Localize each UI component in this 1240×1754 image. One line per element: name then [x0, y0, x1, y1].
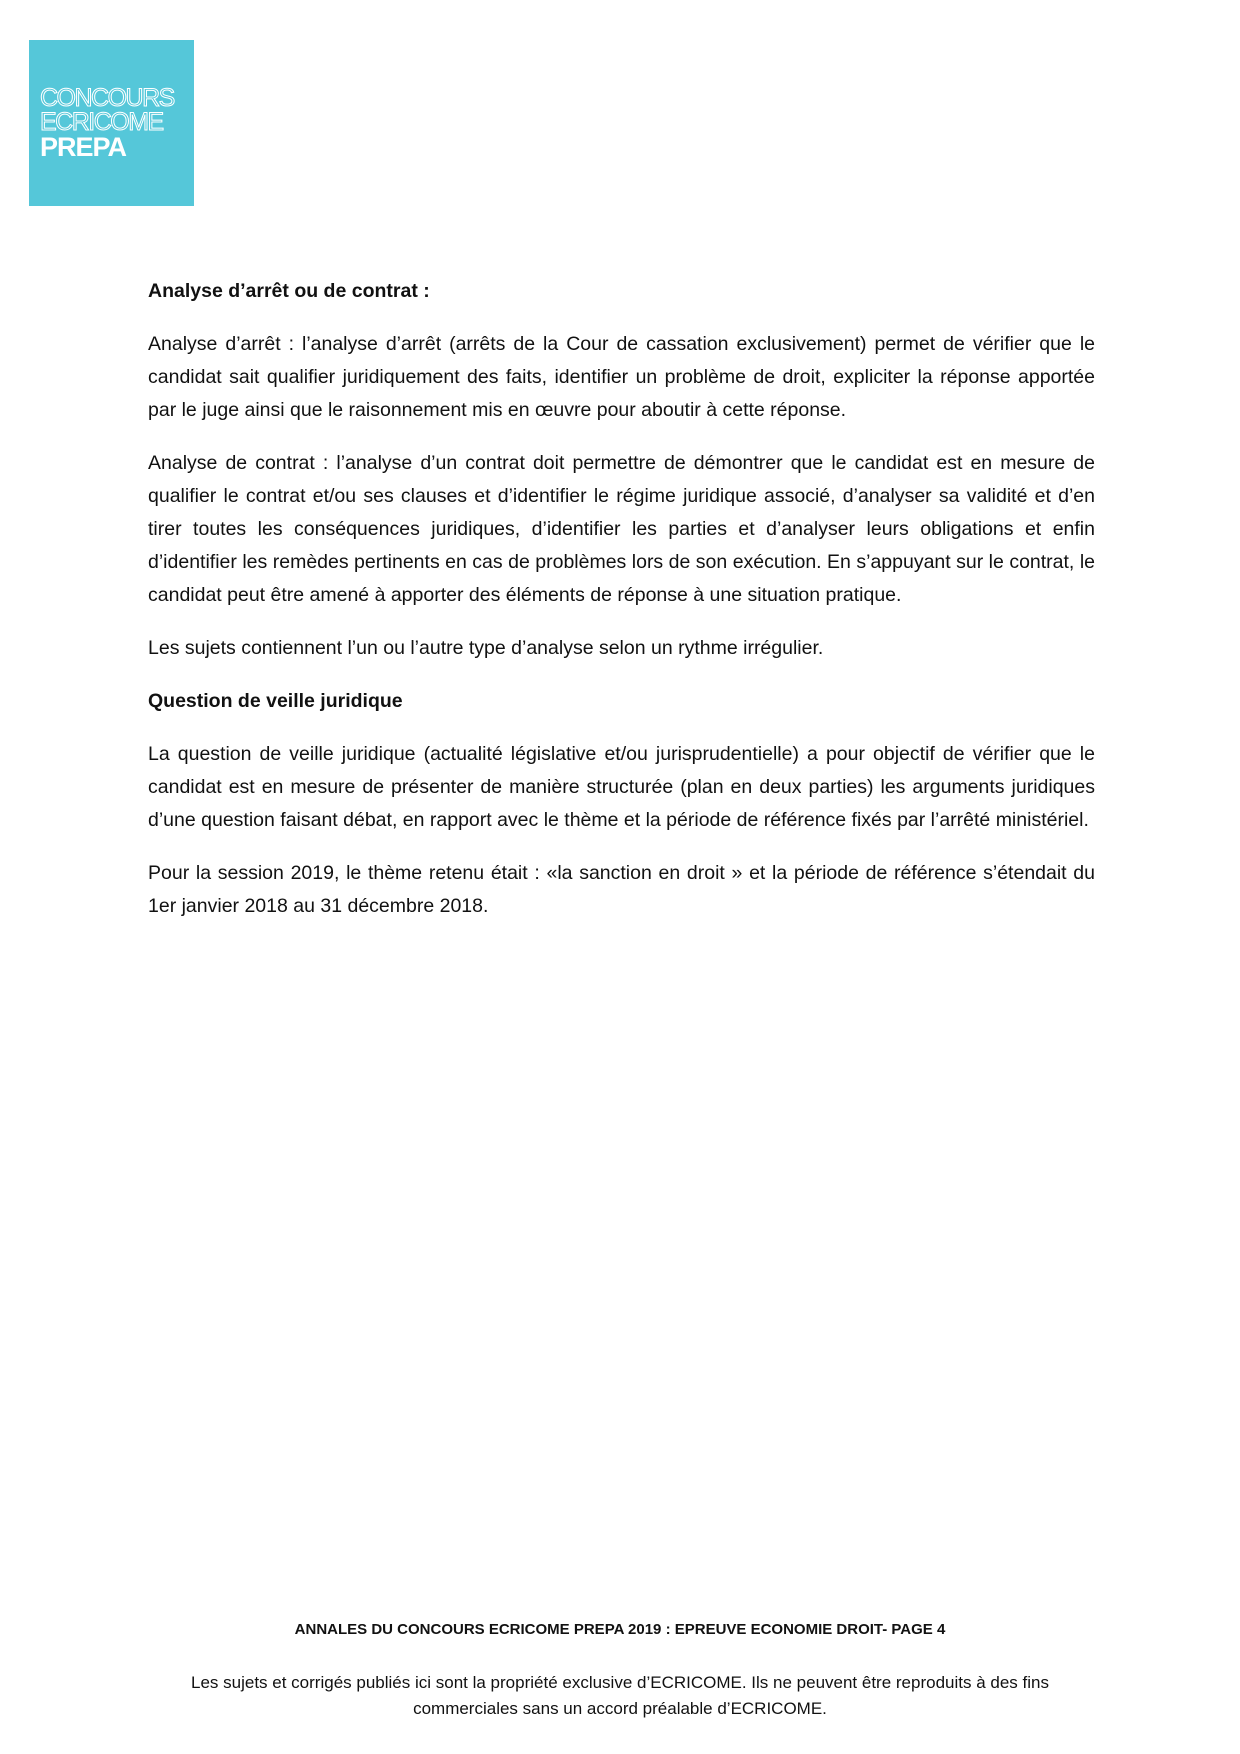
ecricome-logo: [29, 40, 194, 206]
paragraph-veille-juridique: La question de veille juridique (actualité législative et/ou jurisprudentielle) a pour objectif de vérifier que le candidat est en mesure de présenter de manière structurée (plan en deux parties) les arguments juridiques d’une question faisant débat, en rapport avec le thème et la période de référence fixés par l’arrêté ministériel.: [148, 743, 1095, 831]
paragraph-analyse-contrat: Analyse de contrat : l’analyse d’un contrat doit permettre de démontrer que le candidat est en mesure de qualifier le contrat et/ou ses clauses et d’identifier le régime juridique associé, d’analyser sa validité et d’en tirer toutes les conséquences juridiques, d’identifier les parties et d’analyser leurs obligations et enfin d’identifier les remèdes pertinents en cas de problèmes lors de son exécution. En s’appuyant sur le contrat, le candidat peut être amené à apporter des éléments de réponse à une situation pratique.: [148, 452, 1095, 606]
footer-title: ANNALES DU CONCOURS ECRICOME PREPA 2019 : EPREUVE ECONOMIE DROIT- PAGE 4: [294, 1621, 946, 1638]
section-heading-analyse: Analyse d’arrêt ou de contrat :: [148, 280, 430, 302]
paragraph-session-2019: Pour la session 2019, le thème retenu était : «la sanction en droit » et la période de référence s’étendait du 1er janvier 2018 au 31 décembre 2018.: [148, 862, 1095, 917]
footer-copyright-note: Les sujets et corrigés publiés ici sont la propriété exclusive d’ECRICOME. Ils ne peuvent être reproduits à des fins commerciales sans un accord préalable d’ECRICOME.: [191, 1673, 1049, 1718]
logo-text-prepa: PREPA: [40, 132, 127, 162]
logo-text-ecricome: ECRICOME: [40, 108, 163, 136]
document-body: [148, 275, 1095, 943]
section-heading-veille: Question de veille juridique: [148, 690, 403, 712]
paragraph-analyse-arret: Analyse d’arrêt : l’analyse d’arrêt (arrêts de la Cour de cassation exclusivement) permet de vérifier que le candidat sait qualifier juridiquement des faits, identifier un problème de droit, expliciter la réponse apportée par le juge ainsi que le raisonnement mis en œuvre pour aboutir à cette réponse.: [148, 333, 1095, 421]
logo-text-concours: CONCOURS: [40, 84, 174, 112]
paragraph-rythme: Les sujets contiennent l’un ou l’autre type d’analyse selon un rythme irrégulier.: [148, 637, 824, 659]
